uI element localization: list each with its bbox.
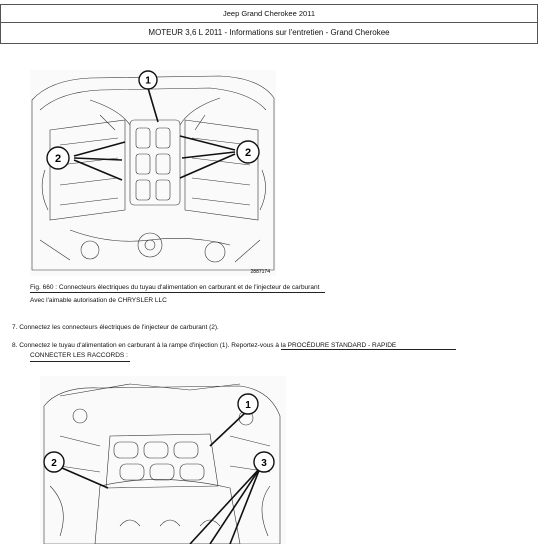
- callout-3: 3: [261, 458, 267, 469]
- standard-procedure-link[interactable]: la PROCÉDURE STANDARD - RAPIDE: [281, 342, 456, 350]
- engine-diagram-figure-660: [30, 70, 276, 276]
- callout-2: 2: [51, 458, 57, 469]
- vehicle-title: Jeep Grand Cherokee 2011: [1, 5, 537, 23]
- callout-2-left: 2: [54, 153, 62, 165]
- fuel-rail-diagram-figure: [40, 376, 286, 544]
- step-8: [12, 341, 512, 362]
- callout-1: 1: [145, 75, 151, 87]
- document-header: [0, 4, 538, 44]
- figure-caption[interactable]: Fig. 660 : Connecteurs électriques du tuyau d'alimentation en carburant et de l'injecteur de carburant: [30, 283, 325, 293]
- figure-id-number: 2887174: [250, 269, 270, 275]
- callout-1: 1: [245, 400, 251, 411]
- section-title: MOTEUR 3,6 L 2011 - Informations sur l'entretien - Grand Cherokee: [148, 28, 390, 37]
- step-7: 7. Connectez les connecteurs électriques de l'injecteur de carburant (2).: [12, 324, 219, 331]
- standard-procedure-link-line2[interactable]: CONNECTER LES RACCORDS :: [30, 351, 130, 362]
- engine-line-drawing: [30, 70, 276, 276]
- callout-2-right: 2: [244, 147, 252, 159]
- figure-credit: Avec l'aimable autorisation de CHRYSLER LLC: [30, 297, 167, 304]
- step-8-text: 8. Connectez le tuyau d'alimentation en carburant à la rampe d'injection (1). Reportez-vous à: [12, 342, 281, 349]
- fuel-rail-line-drawing: [40, 376, 286, 544]
